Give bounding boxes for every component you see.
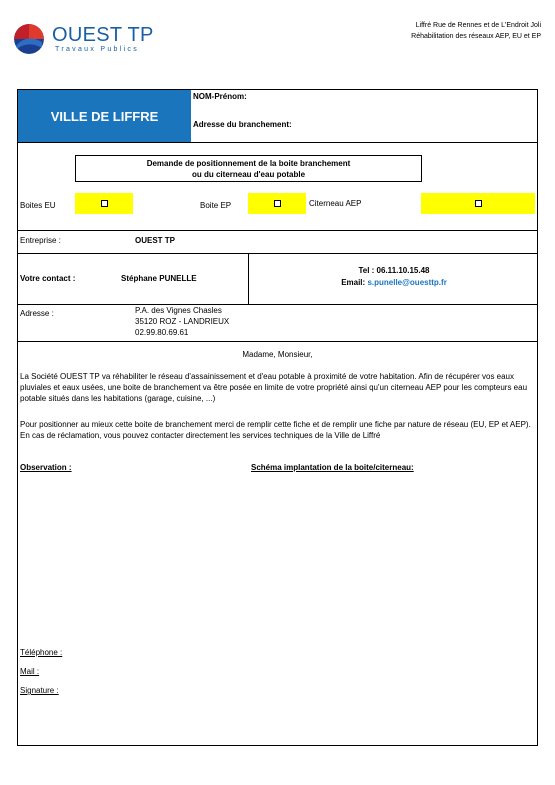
adresse-line-2: 35120 ROZ - LANDRIEUX [135, 317, 230, 326]
email-label: Email: [341, 278, 366, 287]
company-logo-icon [14, 24, 44, 54]
checkbox-square-icon [274, 200, 281, 207]
boite-ep-label: Boite EP [200, 201, 232, 210]
contact-label: Votre contact : [20, 274, 76, 283]
divider [17, 230, 538, 231]
citerneau-aep-checkbox[interactable] [421, 193, 535, 214]
divider [17, 341, 538, 342]
divider [248, 253, 249, 304]
contact-value: Stéphane PUNELLE [121, 274, 197, 283]
salutation: Madame, Monsieur, [242, 350, 313, 359]
adresse-line-3: 02.99.80.69.61 [135, 328, 189, 337]
letter-paragraph-2: Pour positionner au mieux cette boite de branchement merci de remplir cette fiche et de remplir une fiche par nature de réseau (EU, EP et AEP). En cas de réclamation, vous pouvez contacter directement les services techniques de la Ville de Liffré [20, 420, 531, 440]
adresse-line-1: P.A. des Vignes Chasles [135, 306, 222, 315]
contact-email-line [250, 278, 538, 287]
telephone-label: Téléphone : [20, 648, 63, 657]
contact-tel: Tel : 06.11.10.15.48 [358, 266, 430, 275]
project-line-2: Réhabilitation des réseaux AEP, EU et EP [411, 33, 541, 40]
city-banner: VILLE DE LIFFRE [18, 90, 191, 142]
citerneau-aep-label: Citerneau AEP [309, 199, 362, 208]
adresse-branchement-label: Adresse du branchement: [193, 120, 292, 129]
adresse-label: Adresse : [20, 309, 54, 318]
boites-eu-checkbox[interactable] [75, 193, 133, 214]
divider [17, 253, 538, 254]
adresse-block [135, 305, 229, 338]
observation-label: Observation : [20, 463, 72, 472]
divider [17, 304, 538, 305]
entreprise-value: OUEST TP [135, 236, 176, 245]
project-header [411, 20, 541, 42]
email-link[interactable]: s.punelle@ouesttp.fr [367, 278, 447, 287]
company-name: OUEST TP [52, 24, 154, 46]
letter-paragraph-1: La Société OUEST TP va réhabiliter le réseau d'assainissement et d'eau potable à proximité de votre habitation. Afin de récupérer vos eaux pluviales et eaux usées, une boite de branchement va être posée en limite de votre propriété ainsi qu'un citerneau AEP pour les compteurs eau potable situés dans les habitations (garage, cuisine, ...) [20, 372, 528, 403]
checkbox-square-icon [101, 200, 108, 207]
signature-label: Signature : [20, 686, 59, 695]
nom-prenom-label: NOM-Prénom: [193, 92, 247, 101]
checkbox-square-icon [475, 200, 482, 207]
mail-label: Mail : [20, 667, 40, 676]
divider [17, 142, 538, 143]
request-title-box [75, 155, 422, 182]
request-title-line-1: Demande de positionnement de la boite branchement [146, 159, 351, 168]
boite-ep-checkbox[interactable] [248, 193, 306, 214]
project-line-1: Liffré Rue de Rennes et de L'Endroit Joli [415, 22, 541, 29]
schema-label: Schéma implantation de la boite/citerneau: [251, 463, 414, 472]
company-tagline: Travaux Publics [55, 46, 140, 53]
request-title-line-2: ou du citerneau d'eau potable [191, 170, 306, 179]
form-frame [17, 89, 538, 746]
boites-eu-label: Boites EU [20, 201, 56, 210]
entreprise-label: Entreprise : [20, 236, 61, 245]
